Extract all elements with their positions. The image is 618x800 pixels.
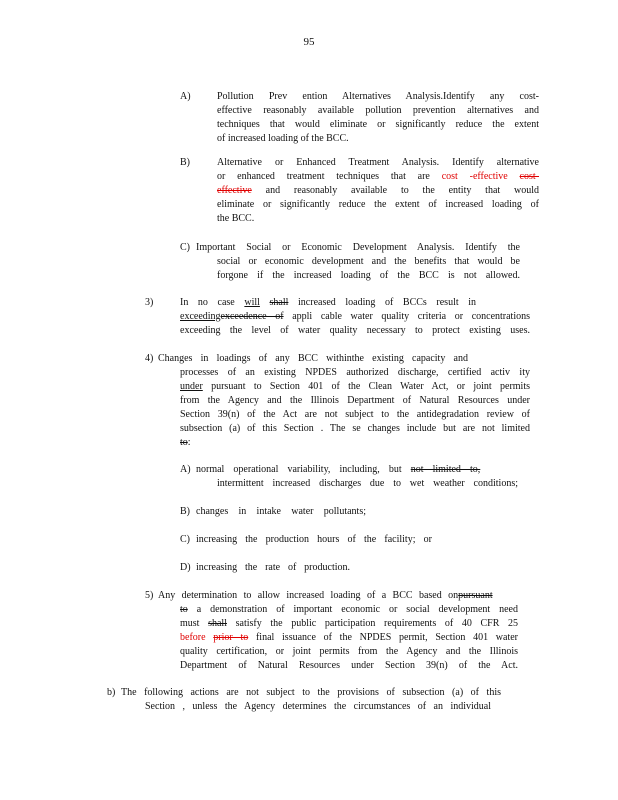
text-line (196, 463, 510, 477)
text-line: The following actions are not subject to the provisions of subsection (a) of this (121, 687, 501, 698)
text-line: intermittent increased discharges due to wet weather conditions; (217, 478, 518, 489)
deleted-text: pursuant (458, 590, 493, 601)
text-segment: In no case (180, 297, 235, 308)
text-line (180, 617, 518, 631)
deleted-text: effective (217, 185, 252, 196)
text-line: Section 39(n) of the Act are not subject to the antidegradation review of (180, 409, 530, 420)
text-line: Alternative or Enhanced Treatment Analysis. Identify alternative (217, 157, 539, 168)
text-line: increasing the rate of production. (196, 562, 350, 573)
item-3-text (180, 296, 530, 338)
item-a-text (217, 90, 539, 146)
deleted-text: shall (269, 297, 289, 308)
deleted-text: not limited to, (410, 464, 481, 475)
item-b-text (217, 156, 539, 226)
deleted-text: to (180, 437, 188, 448)
text-line: of increased loading of the BCC. (217, 133, 349, 144)
text-segment: final issuance of the NPDES permit, Section 401 water (255, 632, 519, 643)
text-segment: satisfy the public participation requirements of 40 CFR 25 (235, 618, 519, 629)
text-line: from the Agency and the Illinois Department of Natural Resources under (180, 395, 530, 406)
text-line: quality certification, or joint permits from the Agency and the Illinois (180, 646, 518, 657)
text-segment: appli cable water quality criteria or concentrations (292, 311, 531, 322)
text-line: techniques that would eliminate or significantly reduce the extent (217, 119, 539, 130)
text-line: Important Social or Economic Development Analysis. Identify the (196, 242, 520, 253)
item-4b-text (196, 505, 366, 519)
deleted-text: cost- (519, 171, 539, 182)
item-b-lower-text (121, 686, 501, 714)
text-line (180, 631, 518, 645)
item-c-label: C) (180, 242, 190, 253)
text-segment: pursuant to Section 401 of the Clean Water Act, or joint permits (211, 381, 531, 392)
text-line: subsection (a) of this Section . The se changes include but are not limited (180, 423, 530, 434)
text-line (217, 184, 539, 198)
item-4d-text (196, 561, 350, 575)
item-b-label: B) (180, 157, 190, 168)
deleted-text: shall (208, 618, 227, 629)
item-4a-label: A) (180, 464, 191, 475)
text-segment: normal operational variability, including, but (196, 464, 402, 475)
deleted-text: to (180, 604, 188, 615)
text-segment: Any determination to allow increased loading of a BCC based on (158, 590, 459, 601)
text-line (180, 380, 530, 394)
text-line: Section , unless the Agency determines the circumstances of an individual (145, 701, 491, 712)
text-line: processes of an existing NPDES authorized discharge, certified activ ity (180, 367, 530, 378)
item-4d-label: D) (180, 562, 191, 573)
text-line: eliminate or significantly reduce the extent of increased loading of (217, 199, 539, 210)
text-segment: a demonstration of important economic or social development need (196, 604, 518, 615)
text-line (217, 170, 539, 184)
text-line: the BCC. (217, 213, 255, 224)
text-line: effective reasonably available pollution prevention alternatives and (217, 105, 539, 116)
text-line: Pollution Prev ention Alternatives Analysis.Identify any cost- (217, 91, 539, 102)
inserted-text: under (180, 381, 203, 392)
item-b-lower-label: b) (107, 687, 116, 698)
text-line (158, 589, 540, 603)
inserted-text: before (180, 632, 206, 643)
text-line (180, 296, 476, 310)
inserted-text: cost -effective (441, 171, 508, 182)
text-segment: or enhanced treatment techniques that are (217, 171, 430, 182)
item-4a-text (196, 463, 518, 491)
inserted-text: exceeding (180, 311, 221, 322)
text-line: social or economic development and the benefits that would be (217, 256, 520, 267)
text-segment: : (187, 437, 191, 448)
text-segment: increased loading of BCCs result in (298, 297, 477, 308)
text-line: Changes in loadings of any BCC withinthe existing capacity and (158, 353, 468, 364)
text-segment: must (180, 618, 200, 629)
item-4-text (158, 352, 530, 450)
inserted-text: will (244, 297, 260, 308)
item-4b-label: B) (180, 506, 190, 517)
text-line (180, 603, 518, 617)
text-line (180, 436, 530, 450)
item-4-label: 4) (145, 353, 154, 364)
deleted-text: prior to (213, 632, 249, 643)
text-line: Department of Natural Resources under Section 39(n) of the Act. (180, 660, 518, 671)
text-line: exceeding the level of water quality necessary to protect existing uses. (180, 325, 530, 336)
text-line (180, 310, 530, 324)
text-line: forgone if the increased loading of the BCC is not allowed. (217, 270, 520, 281)
item-4c-label: C) (180, 534, 190, 545)
deleted-text: exceedence of (220, 311, 284, 322)
page-number: 95 (303, 36, 315, 48)
item-3-label: 3) (145, 297, 154, 308)
item-5-label: 5) (145, 590, 154, 601)
item-c-text (196, 241, 520, 283)
item-4c-text (196, 533, 432, 547)
item-5-text (158, 589, 540, 673)
text-line: changes in intake water pollutants; (196, 506, 366, 517)
text-segment: and reasonably available to the entity that would (265, 185, 540, 196)
item-a-label: A) (180, 91, 191, 102)
text-line: increasing the production hours of the facility; or (196, 534, 432, 545)
